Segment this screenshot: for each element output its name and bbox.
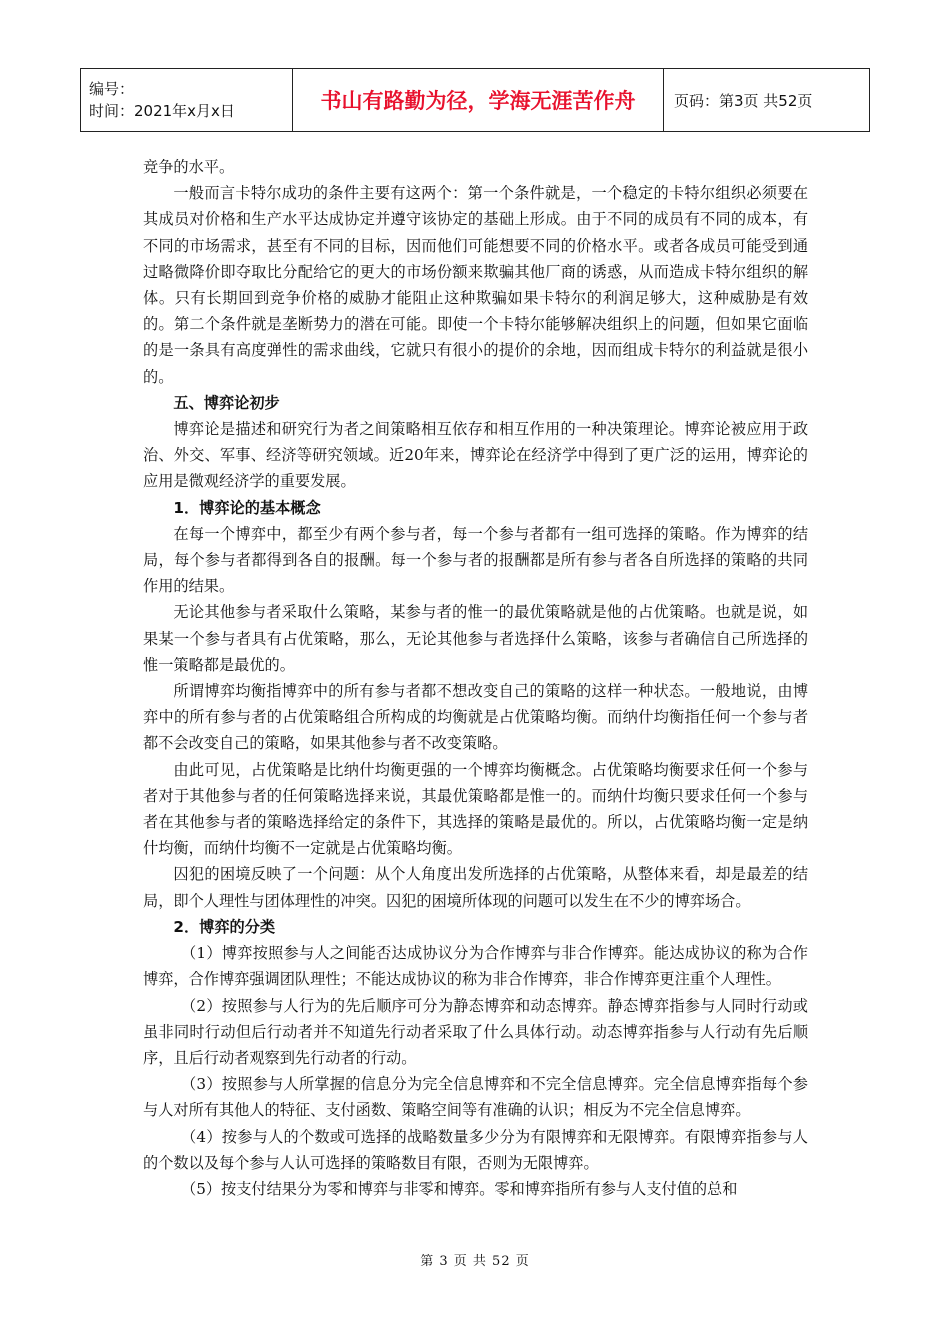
- paragraph: 由此可见，占优策略是比纳什均衡更强的一个博弈均衡概念。占优策略均衡要求任何一个参与者对于其他参与者的任何策略选择来说，其最优策略都是惟一的。而纳什均衡只要求任何一个参与者在其他参与者的策略选择给定的条件下，其选择的策略是最优的。所以，占优策略均衡一定是纳什均衡，而纳什均衡不一定就是占优策略均衡。: [143, 760, 808, 858]
- paragraph: 在每一个博弈中，都至少有两个参与者，每一个参与者都有一组可选择的策略。作为博弈的结局，每个参与者都得到各自的报酬。每一个参与者的报酬都是所有参与者各自所选择的策略的共同作用的结果。: [143, 524, 808, 596]
- subsection-heading: 2．博弈的分类: [173, 917, 276, 936]
- section-heading: 五、博弈论初步: [173, 393, 280, 412]
- subsection-heading: 1．博弈论的基本概念: [173, 498, 321, 517]
- header-motto: 书山有路勤为径，学海无涯苦作舟: [293, 69, 664, 132]
- paragraph: 竞争的水平。: [143, 158, 235, 176]
- list-item: （1）博弈按照参与人之间能否达成协议分为合作博弈与非合作博弈。能达成协议的称为合作博弈，合作博弈强调团队理性；不能达成协议的称为非合作博弈，非合作博弈更注重个人理性。: [143, 944, 808, 989]
- paragraph: 所谓博弈均衡指博弈中的所有参与者都不想改变自己的策略的这样一种状态。一般地说，由博弈中的所有参与者的占优策略组合所构成的均衡就是占优策略均衡。而纳什均衡指任何一个参与者都不会改变自己的策略，如果其他参与者不改变策略。: [143, 682, 808, 753]
- page-header: [80, 68, 870, 132]
- list-item: （5）按支付结果分为零和博弈与非零和博弈。零和博弈指所有参与人支付值的总和: [181, 1179, 738, 1198]
- paragraph: 博弈论是描述和研究行为者之间策略相互依存和相互作用的一种决策理论。博弈论被应用于政治、外交、军事、经济等研究领域。近20年来，博弈论在经济学中得到了更广泛的运用，博弈论的应用是微观经济学的重要发展。: [143, 420, 808, 491]
- header-page-number: 页码：第3页 共52页: [664, 69, 870, 132]
- list-item: （3）按照参与人所掌握的信息分为完全信息博弈和不完全信息博弈。完全信息博弈指每个参与人对所有其他人的特征、支付函数、策略空间等有准确的认识；相反为不完全信息博弈。: [143, 1075, 808, 1120]
- document-number-label: 编号：: [89, 80, 135, 98]
- list-item: （4）按参与人的个数或可选择的战略数量多少分为有限博弈和无限博弈。有限博弈指参与人的个数以及每个参与人认可选择的策略数目有限，否则为无限博弈。: [143, 1127, 808, 1172]
- paragraph: 无论其他参与者采取什么策略，某参与者的惟一的最优策略就是他的占优策略。也就是说，如果某一个参与者具有占优策略，那么，无论其他参与者选择什么策略，该参与者确信自己所选择的惟一策略都是最优的。: [143, 603, 808, 674]
- page-footer: 第 3 页 共 52 页: [420, 1254, 530, 1269]
- list-item: （2）按照参与人行为的先后顺序可分为静态博弈和动态博弈。静态博弈指参与人同时行动或虽非同时行动但后行动者并不知道先行动者采取了什么具体行动。动态博弈指参与人行动有先后顺序，且后行动者观察到先行动者的行动。: [143, 996, 808, 1067]
- document-date-label: 时间：2021年x月x日: [89, 102, 235, 120]
- paragraph: 囚犯的困境反映了一个问题：从个人角度出发所选择的占优策略，从整体来看，却是最差的结局，即个人理性与团体理性的冲突。囚犯的困境所体现的问题可以发生在不少的博弈场合。: [143, 865, 808, 910]
- paragraph: 一般而言卡特尔成功的条件主要有这两个：第一个条件就是，一个稳定的卡特尔组织必须要在其成员对价格和生产水平达成协定并遵守该协定的基础上形成。由于不同的成员有不同的成本，有不同的市场需求，甚至有不同的目标，因而他们可能想要不同的价格水平。或者各成员可能受到通过略微降价即夺取比分配给它的更大的市场份额来欺骗其他厂商的诱惑，从而造成卡特尔组织的解体。只有长期回到竞争价格的威胁才能阻止这种欺骗如果卡特尔的利润足够大，这种威胁是有效的。第二个条件就是垄断势力的潜在可能。即使一个卡特尔能够解决组织上的问题，但如果它面临的是一条具有高度弹性的需求曲线，它就只有很小的提价的余地，因而组成卡特尔的利益就是很小的。: [143, 184, 808, 386]
- document-body: [143, 154, 808, 1202]
- header-meta: [81, 69, 293, 132]
